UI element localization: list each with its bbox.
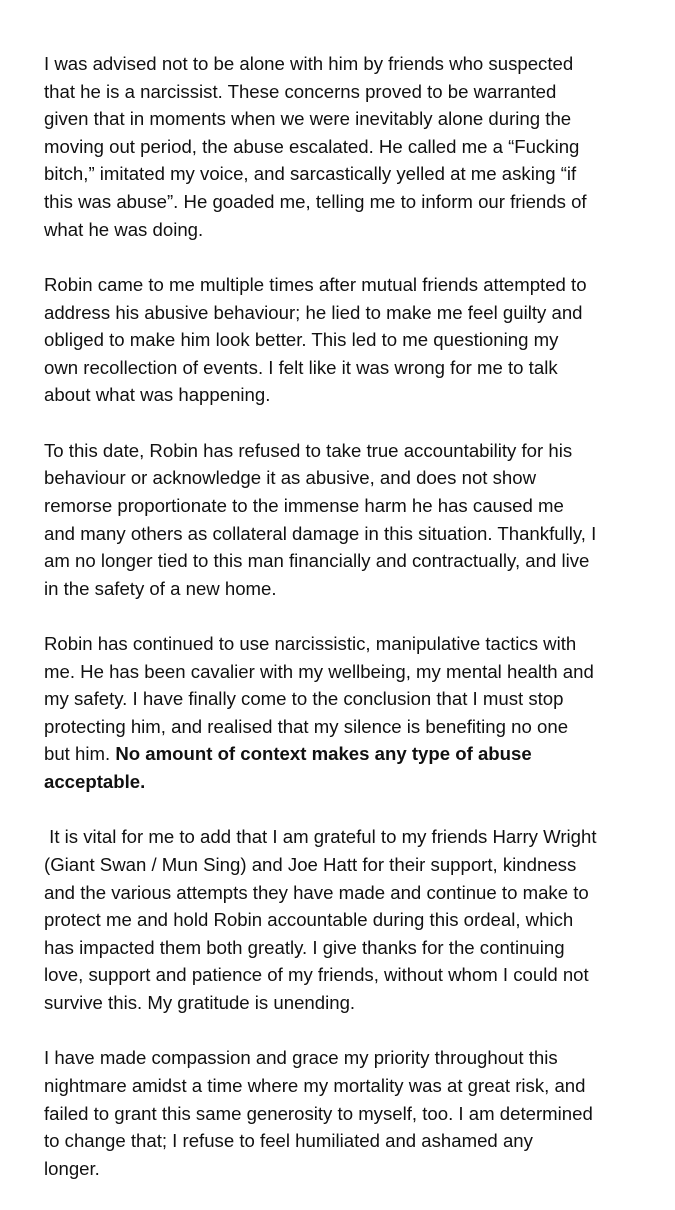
text-line: obliged to make him look better. This led to me questioning my bbox=[44, 329, 559, 351]
text-plain: but him. bbox=[44, 743, 116, 765]
text-line: me. He has been cavalier with my wellbeing, my mental health and bbox=[44, 660, 594, 682]
text-line: in the safety of a new home. bbox=[44, 577, 277, 599]
text-line: own recollection of events. I felt like it was wrong for me to talk bbox=[44, 356, 558, 378]
text-line: love, support and patience of my friends, without whom I could not bbox=[44, 964, 589, 986]
text-line: survive this. My gratitude is unending. bbox=[44, 992, 356, 1013]
text-line: about what was happening. bbox=[44, 384, 271, 406]
text-line: address his abusive behaviour; he lied to make me feel guilty and bbox=[44, 301, 583, 323]
text-line: this was abuse”. He goaded me, telling me to inform our friends of bbox=[44, 190, 587, 212]
paragraph-advised-not-alone bbox=[44, 50, 644, 243]
text-line: longer. bbox=[44, 1157, 100, 1179]
text-line: I was advised not to be alone with him by friends who suspected bbox=[44, 53, 574, 74]
text-line: I have made compassion and grace my priority throughout this bbox=[44, 1047, 558, 1069]
text-line bbox=[44, 740, 644, 768]
text-line: to change that; I refuse to feel humiliated and ashamed any bbox=[44, 1130, 533, 1152]
text-line: am no longer tied to this man financially and contractually, and live bbox=[44, 550, 590, 572]
text-line: moving out period, the abuse escalated. He called me a “Fucking bbox=[44, 135, 580, 157]
statement-document bbox=[44, 50, 644, 1210]
text-line: It is vital for me to add that I am grateful to my friends Harry Wright bbox=[44, 826, 597, 848]
text-line: Robin has continued to use narcissistic, manipulative tactics with bbox=[44, 633, 577, 655]
text-line: and many others as collateral damage in this situation. Thankfully, I bbox=[44, 522, 597, 544]
paragraph-accountability bbox=[44, 437, 644, 603]
text-line: Robin came to me multiple times after mutual friends attempted to bbox=[44, 273, 587, 295]
text-line: that he is a narcissist. These concerns proved to be warranted bbox=[44, 80, 557, 102]
text-line: what he was doing. bbox=[44, 218, 204, 240]
text-line: protecting him, and realised that my silence is benefiting no one bbox=[44, 715, 569, 737]
text-line: and the various attempts they have made and continue to make to bbox=[44, 881, 589, 903]
text-line: given that in moments when we were inevitably alone during the bbox=[44, 108, 572, 130]
text-line: my safety. I have finally come to the conclusion that I must stop bbox=[44, 688, 564, 710]
text-line: failed to grant this same generosity to myself, too. I am determined bbox=[44, 1102, 593, 1124]
text-line: (Giant Swan / Mun Sing) and Joe Hatt for their support, kindness bbox=[44, 854, 577, 876]
paragraph-gratitude bbox=[44, 823, 644, 1016]
text-line: remorse proportionate to the immense harm he has caused me bbox=[44, 494, 564, 516]
text-line: protect me and hold Robin accountable during this ordeal, which bbox=[44, 909, 574, 931]
paragraph-robin-came-to-me bbox=[44, 271, 644, 409]
emphasis-text: No amount of context makes any type of abuse bbox=[115, 743, 532, 765]
text-line: bitch,” imitated my voice, and sarcastically yelled at me asking “if bbox=[44, 163, 577, 185]
emphasis-text: acceptable. bbox=[44, 771, 146, 793]
text-line: To this date, Robin has refused to take true accountability for his bbox=[44, 439, 573, 461]
paragraph-compassion bbox=[44, 1044, 644, 1182]
text-line: has impacted them both greatly. I give thanks for the continuing bbox=[44, 936, 565, 958]
paragraph-manipulative-tactics bbox=[44, 630, 644, 796]
text-line: nightmare amidst a time where my mortality was at great risk, and bbox=[44, 1074, 586, 1096]
text-line: behaviour or acknowledge it as abusive, and does not show bbox=[44, 467, 537, 489]
